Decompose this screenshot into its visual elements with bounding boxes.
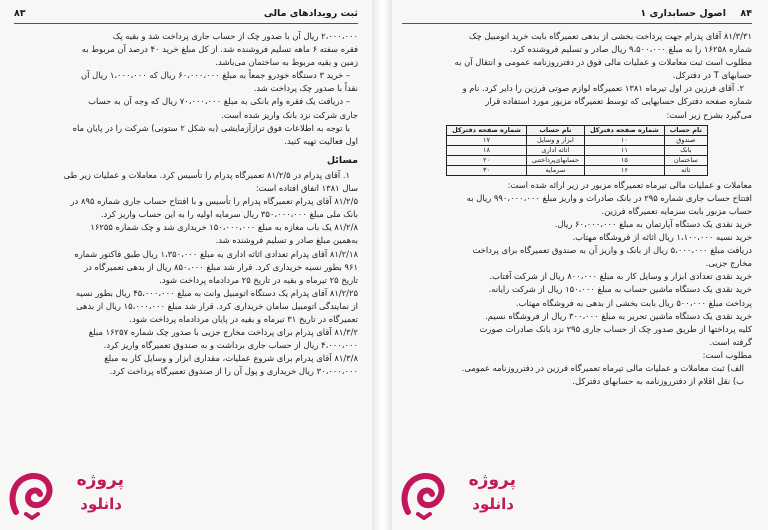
text-line: خرید نسیه ۱،۱۰۰،۰۰۰ ریال اثاثه از فروشگاه مهتاب. [572,232,752,243]
table-cell: ثاثه [664,165,707,175]
text-line: خرید نقدی یک دستگاه ماشین تحریر به مبلغ ۳۰۰،۰۰۰ ریال از فروشگاه نسیم. [485,310,752,321]
text-line: – خرید ۳ دستگاه خودرو جمعاً به مبلغ ۶۰،۰۰۰،۰۰۰ ریال که ۱،۰۰۰،۰۰۰ ریال آن [81,70,350,81]
watermark-logo [398,466,518,524]
text-line: نقداً با صدور چک پرداخت شد. [253,83,358,94]
text-line: جاری شرکت نزد بانک واریز شده است. [221,109,358,120]
problem-block [14,169,358,379]
text-line: – دریافت یک فقره وام بانکی به مبلغ ۷۰،۰۰۰،۰۰۰ ریال که وجه آن به حساب [88,96,350,107]
table-cell: اثاثه اداری [526,145,584,155]
text-line: ب) نقل اقلام از دفترروزنامه به حسابهای دفترکل. [572,376,744,387]
text-line: به‌همین مبلغ صادر و تسلیم فروشنده شد. [215,235,358,246]
text-line: ۸۱/۳/۸ آقای پدرام برای شروع عملیات، مقداری ابزار و وسایل کار به مبلغ [104,353,358,364]
page-number: ۸۳ [14,8,26,19]
header-rule [402,23,752,24]
text-line: ۸۱/۲/۵ آقای پدرام تعمیرگاه پدرام را تأسیس و با افتتاح حساب جاری شماره ۸۹۵ در [70,196,358,207]
text-line: افتتاح حساب جاری شماره ۲۹۵ در بانک صادرات و واریز مبلغ ۹۹۰،۰۰۰،۰۰۰ ریال به [466,192,752,203]
running-title: اصول حسابداری ۱ [640,8,726,19]
text-line: تاریخ ۲۵ تیرماه و بقیه در تاریخ ۲۵ مردادماه پرداخت شود. [159,274,358,285]
watermark-line1: پروژه [76,470,124,490]
table-cell: ۱۶ [584,165,664,175]
table-cell: ۲۰ [447,155,527,165]
text-line: شماره صفحه دفترکل حسابهایی که توسط تعمیرگاه مزبور مورد استفاده قرار [485,96,752,107]
text-line: ۹۶۱ بطور نسیه خریداری کرد. قرار شد مبلغ ۸۵۰،۰۰۰ ریال از بدهی تعمیرگاه در [84,261,358,272]
text-line: مخارج جزیی. [705,258,752,269]
text-line: معاملات و عملیات مالی تیرماه تعمیرگاه مزبور در زیر ارائه شده است: [507,179,752,190]
ledger-accounts-table [446,125,708,176]
text-line: می‌گیرد بشرح زیر است: [666,109,752,120]
running-title: ثبت رویدادهای مالی [263,8,358,19]
text-line: گرفته است. [709,336,752,347]
text-line: از نمایندگی اتومبیل سامان خریداری کرد. قرار شد مبلغ ۱۵،۰۰۰،۰۰۰ ریال از بدهی [76,300,358,311]
intro-block [14,30,358,148]
page-number: ۸۴ [740,8,752,19]
text-line: پرداخت مبلغ ۵۰۰،۰۰۰ ریال بابت بخشی از بدهی به فروشگاه مهتاب. [515,297,752,308]
text-line: خرید نقدی یک دستگاه آپارتمان به مبلغ ۶۰،۰۰۰،۰۰۰ ریال. [554,218,752,229]
text-line: شماره ۱۶۲۵۸ را به مبلغ ۹،۵۰۰،۰۰۰ ریال صادر و تسلیم فروشنده کرد. [509,44,752,55]
text-line: مطلوب است ثبت معاملات و عملیات مالی فوق در دفترروزنامه عمومی و انتقال آن به [454,57,752,68]
table-row [447,165,708,175]
text-line: حسابهای T در دفترکل. [672,70,752,81]
table-cell: بانک [664,145,707,155]
table-cell: صندوق [664,135,707,145]
table-row [447,135,708,145]
text-line: ۸۱/۲/۸ یک باب مغازه به مبلغ ۱۵۰،۰۰۰،۰۰۰ خریداری شد و چک شماره ۱۶۲۵۵ [90,222,358,233]
right-page-body [402,30,752,388]
text-line: خرید نقدی تعدادی ابزار و وسایل کار به مبلغ ۸۰۰،۰۰۰ ریال از شرکت آفتاب. [489,271,752,282]
left-page [0,0,372,530]
left-page-header [14,8,358,24]
table-cell: ابزار و وسایل [526,135,584,145]
text-line: ۸۱/۳/۲ آقای پدرام برای پرداخت مخارج جزیی با صدور چک شماره ۱۶۲۵۷ مبلغ [88,327,358,338]
text-line: کلیه پرداختها از طریق صدور چک از حساب جاری ۲۹۵ نزد بانک صادرات صورت [479,323,752,334]
column-header: شماره صفحه دفترکل [584,125,664,135]
table-row [447,145,708,155]
watermark-line1: پروژه [468,470,516,490]
text-line: دریافت مبلغ ۵،۰۰۰،۰۰۰ ریال از بانک و واریز آن به صندوق تعمیرگاه برای پرداخت [472,245,752,256]
text-line: ۸۱/۲/۱۸ آقای پدرام تعدادی اثاثه اداری به مبلغ ۱،۳۵۰،۰۰۰ ریال طبق فاکتور شماره [74,248,358,259]
text-line: بانک ملی مبلغ ۳۵۰،۰۰۰،۰۰۰ ریال سرمایه اولیه را به این حساب واریز کرد. [100,209,358,220]
table-cell: ۱۷ [447,135,527,145]
right-page-header [402,8,752,24]
text-line: ۴،۰۰۰،۰۰۰ ریال از حساب جاری برداشت و به صندوق تعمیرگاه واریز کرد. [103,340,358,351]
table-cell: ۳۰ [447,165,527,175]
table-cell: ساختمان [664,155,707,165]
download-logo-icon [398,468,450,520]
text-line: مطلوب است: [702,349,752,360]
column-header: نام حساب [664,125,707,135]
table-header-row [447,125,708,135]
watermark-logo [6,466,126,524]
column-header: شماره صفحه دفترکل [447,125,527,135]
text-line: با توجه به اطلاعات فوق ترازآزمایشی (به شکل ۲ ستونی) شرکت را در پایان ماه [72,122,350,133]
table-cell: سرمایه [526,165,584,175]
text-line: ۸۱/۳/۳۱ آقای پدرام جهت پرداخت بخشی از بدهی تعمیرگاه بابت خرید اتومبیل چک [469,31,752,41]
text-line: ۲. آقای فرزین در اول تیرماه ۱۳۸۱ تعمیرگاه لوازم صوتی فرزین را دایر کرد. نام و [462,83,744,94]
text-line: ۲،۰۰۰،۰۰۰ ریال آن با صدور چک از حساب جاری پرداخت شد و بقیه پک [112,31,358,41]
table-cell: حسابهای‌پرداختنی [526,155,584,165]
right-page [392,0,768,530]
table-cell: ۱۰ [584,135,664,145]
text-line: تعمیرگاه در تاریخ ۳۱ تیرماه و بقیه در پایان مردادماه پرداخت شود. [129,313,358,324]
left-page-body [14,30,358,378]
text-line: ۳۰،۰۰۰،۰۰۰ ریال خریداری و پول آن را از صندوق تعمیرگاه پرداخت کرد. [109,366,358,377]
table-cell: ۱۸ [447,145,527,155]
text-line: فقره سفته ۶ ماهه تسلیم فروشنده شد. از کل مبلغ خرید ۴۰ درصد آن مربوط به [81,44,358,55]
table-row [447,155,708,165]
text-line: سال ۱۳۸۱ اتفاق افتاده است: [255,183,358,194]
book-gutter [372,0,392,530]
text-line: اول فعالیت تهیه کنید. [284,135,358,146]
text-line: الف) ثبت معاملات و عملیات مالی تیرماه تعمیرگاه فرزین در دفترروزنامه عمومی. [461,362,744,373]
text-line: ۱. آقای پدرام در ۸۱/۲/۵ تعمیرگاه پدرام را تأسیس کرد. معاملات و عملیات زیر طی [63,169,350,180]
table-cell: ۱۱ [584,145,664,155]
table-cell: ۱۵ [584,155,664,165]
column-header: نام حساب [526,125,584,135]
watermark-line2: دانلود [472,495,514,513]
text-line: خرید نقدی یک دستگاه ماشین حساب به مبلغ ۱۵۰،۰۰۰ ریال از شرکت رایانه. [488,284,752,295]
section-title: مسائل [326,154,358,166]
text-line: حساب مزبور بابت سرمایه تعمیرگاه فرزین. [601,205,752,216]
text-line: زمین و بقیه مربوط به ساختمان می‌باشد. [215,57,358,68]
watermark-line2: دانلود [80,495,122,513]
header-rule [14,23,358,24]
text-line: ۸۱/۲/۲۵ آقای پدرام یک دستگاه اتومبیل وانت به مبلغ ۴۵،۰۰۰،۰۰۰ ریال بطور نسیه [75,287,358,298]
download-logo-icon [6,468,58,520]
